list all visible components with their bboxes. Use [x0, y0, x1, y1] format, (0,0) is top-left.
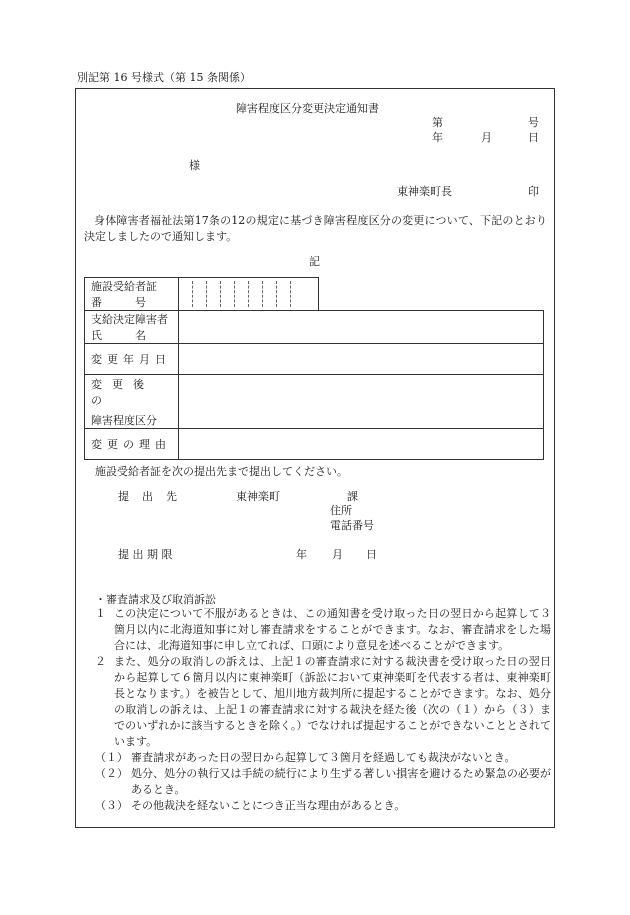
notice-subitem-2-text: 処分、処分の執行又は手続の続行により生ずる著しい損害を避けるため緊急の必要があるとき。 [131, 767, 551, 796]
notice-item-2-text: また、処分の取消しの訴えは、上記１の審査請求に対する裁決書を受け取った日の翌日から起算して６箇月以内に東神楽町（訴訟において東神楽町を代表する者は、東神楽町長となります。）を被告として、旭川地方裁判所に提起することができます。なお、処分の取消しの訴えは、上記１の審査請求に対する裁決を経た後（次の（１）から（３）までのいずれかに該当するときを除く。）でなければ提起することができないこととされています。 [114, 655, 551, 748]
document-title: 障害程度区分変更決定通知書 [236, 102, 379, 115]
recipient-name-label-line2: 氏 名 [91, 329, 146, 342]
deadline-day: 日 [366, 548, 377, 561]
submit-to-label: 提 出 先 [118, 490, 178, 503]
ki-heading: 記 [309, 255, 320, 268]
seal-mark: 印 [528, 185, 539, 198]
notice-subitem-2-mark: （２） [95, 767, 128, 780]
decision-table [84, 310, 544, 460]
change-date-label [85, 344, 179, 375]
certificate-number-table [84, 277, 319, 311]
notice-subitem-3 [95, 798, 551, 814]
deadline-label: 提 出 期 限 [118, 548, 173, 561]
certificate-number-label-line1: 施設受給者証 [91, 280, 157, 293]
notice-subitem-1-text: 審査請求があった日の翌日から起算して３箇月を経過しても裁決がないとき。 [131, 751, 516, 764]
issuer: 東神楽町長 [397, 185, 452, 198]
recipient-name-value [179, 311, 544, 344]
digit-box [193, 281, 207, 307]
date-month: 月 [481, 131, 492, 144]
change-reason-value [179, 429, 544, 460]
digit-box [235, 281, 249, 307]
digit-box [249, 281, 263, 307]
submit-town: 東神楽町 [236, 490, 280, 503]
digit-box [221, 281, 235, 307]
notice-subitem-3-mark: （３） [95, 799, 128, 812]
notice-item-1-text: この決定について不服があるときは、この通知書を受け取った日の翌日から起算して３箇月以内に北海道知事に対し審査請求をすることができます。なお、審査請求をした場合には、北海道知事に申し立てれば、口頭により意見を述べることができます。 [114, 607, 551, 652]
notice-item-2-mark: ２ [95, 655, 106, 668]
change-reason-label-text: 変更の理由 [91, 438, 171, 451]
submit-section: 課 [347, 490, 358, 503]
doc-no-prefix: 第 [432, 116, 443, 129]
digit-box [263, 281, 277, 307]
certificate-number-label [85, 278, 179, 311]
notice-subitem-2 [95, 766, 551, 798]
submit-note: 施設受給者証を次の提出先まで提出してください。 [95, 465, 348, 478]
deadline-year: 年 [296, 548, 307, 561]
notice-heading: ・審査請求及び取消訴訟 [95, 593, 216, 606]
certificate-number-cells [179, 278, 319, 311]
change-date-value [179, 344, 544, 375]
change-date-label-text: 変更年月日 [91, 353, 171, 366]
digit-box [207, 281, 221, 307]
notice-body [95, 606, 551, 814]
doc-no-suffix: 号 [528, 116, 539, 129]
notice-item-1-mark: １ [95, 607, 106, 620]
recipient-name-label-line1: 支給決定障害者 [91, 313, 168, 326]
digit-box [179, 281, 193, 307]
new-category-value [179, 375, 544, 429]
body-text: 身体障害者福祉法第17条の12の規定に基づき障害程度区分の変更について、下記のとおり決定しましたので通知します。 [84, 214, 547, 243]
new-category-label-line1: 変更後の [91, 377, 154, 407]
submit-address: 住所 [330, 504, 352, 517]
notice-item-2 [95, 654, 551, 750]
notice-subitem-1 [95, 750, 551, 766]
digit-box [277, 281, 291, 307]
change-reason-label [85, 429, 179, 460]
submit-phone: 電話番号 [330, 519, 374, 532]
addressee-suffix: 様 [189, 159, 200, 172]
certificate-number-label-line2: 番 号 [91, 296, 146, 309]
recipient-name-label [85, 311, 179, 344]
date-year: 年 [432, 131, 443, 144]
form-reference: 別記第 16 号様式（第 15 条関係） [77, 71, 251, 84]
digit-boxes [179, 281, 291, 307]
notice-subitem-1-mark: （１） [95, 751, 128, 764]
notice-subitem-3-text: その他裁決を経ないことにつき正当な理由があるとき。 [131, 799, 406, 812]
deadline-month: 月 [332, 548, 343, 561]
notice-item-1 [95, 606, 551, 654]
date-day: 日 [528, 131, 539, 144]
new-category-label [85, 375, 179, 429]
new-category-label-line2: 障害程度区分 [91, 413, 157, 427]
